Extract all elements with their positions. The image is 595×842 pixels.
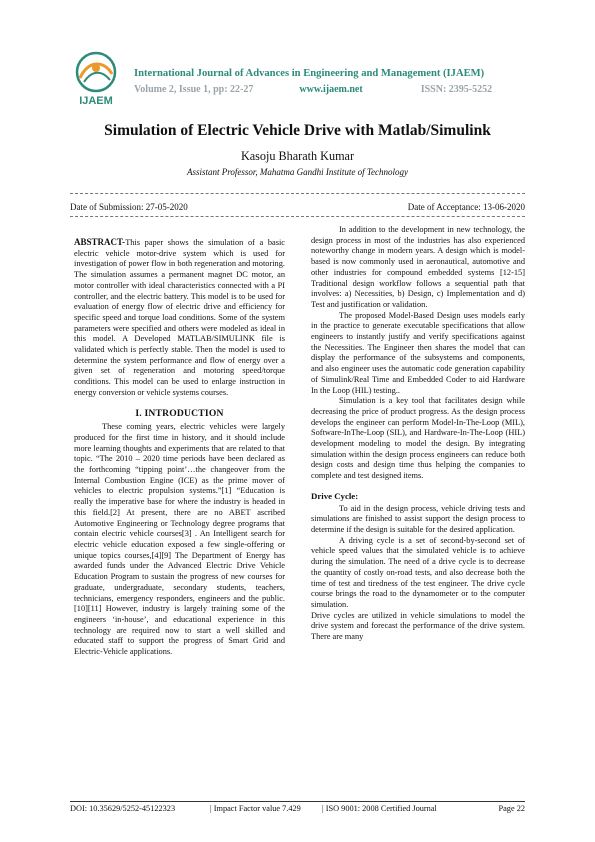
journal-volume: Volume 2, Issue 1, pp: 22-27 xyxy=(134,84,254,95)
submission-date: Date of Submission: 27-05-2020 xyxy=(70,202,188,212)
footer-iso: | ISO 9001: 2008 Certified Journal xyxy=(322,804,437,813)
journal-logo xyxy=(66,50,126,108)
author-affiliation: Assistant Professor, Mahatma Gandhi Institute of Technology xyxy=(186,167,409,177)
subheading-drive-cycle: Drive Cycle: xyxy=(311,490,359,501)
paragraph-4: To aid in the design process, vehicle driving tests and simulations are finished to assist support the design process to determine if the design is suitable for the desired application. xyxy=(311,503,525,534)
journal-website-link[interactable]: www.ijaem.net xyxy=(299,84,363,95)
paragraph-6: Drive cycles are utilized in vehicle simulations to model the drive system and forecast the performance of the drive system. There are many xyxy=(311,610,525,642)
paragraph-3: Simulation is a key tool that facilitates design while decreasing the price of product progress. As the design process develops the engineer can perform Model-In-The-Loop (MIL), Software-InThe-Loop (SIL), and Hardware-In-The-Loop (HIL) development modeling to model the design. By integrating simulation within the design process engineers can reduce both design costs and design time thus helping the companies to complete and test designed items. xyxy=(311,396,525,481)
introduction-text: These coming years, electric vehicles were largely produced for the first time in history, and it should include more learning thoughts and experiments that are related to that topic. “The 2010 – 2020 time periods have been declared as the forthcoming “tipping point’…the changeover from the Internal Combustion Engine (ICE) as the prime mover of vehicles to electric propulsion systems.”[1] “Education is really the imperative base for where the industry is headed in this field.[2] At present, there are no ABET ascribed Automotive Engineering or Technology degree programs that contain electric vehicle courses[3] . An Intelligent search for electric vehicle education exposed a few single-offering or unique topics courses,[4][9] The Department of Energy has awarded funds under the Advanced Electric Drive Vehicle Education Program to sustain the progress of new courses for graduate, undergraduate, secondary students, teachers, technicians, emergency responders, engineers and the public.[10][11] However, industry is largely training some of the engineers ‘in-house’, and educational experience in this technology are required now to start a well skilled and educated staff to support the progress of Smart Grid and Electric-Vehicle applications. xyxy=(74,422,285,657)
journal-issn: ISSN: 2395-5252 xyxy=(420,84,493,95)
paragraph-2: The proposed Model-Based Design uses models early in the practice to generate executable specifications that allow engineers to instantly justify and verify specifications against the Necessities. The Engineer then shares the model that can display the performance of the subsystems and components, and also engineer uses the automatic code generation capability of Simulink/Real Time and Embedded Coder to aid Hardware In the Loop (HIL) testing.. xyxy=(311,310,525,395)
journal-title: International Journal of Advances in Engineering and Management (IJAEM) xyxy=(134,68,485,79)
acceptance-date: Date of Acceptance: 13-06-2020 xyxy=(407,202,525,212)
abstract-label: ABSTRACT- xyxy=(74,237,126,247)
paragraph-1: In addition to the development in new technology, the design process in most of the industries has also experienced noteworthy change in modern years. A design which is model-based is now commonly used in aeronautical, automotive and other industries for compound embedded systems [12-15] Traditional design workflow follows a sequential path that involves: a) Necessities, b) Design, c) Implementation and d) Test and justification or validation. xyxy=(311,225,525,309)
abstract-text: This paper shows the simulation of a basic electric vehicle motor-drive system which is used for investigation of power flow in both regeneration and motoring. The simulation assumes a permanent magnet DC motor, an motor controller with ideal characteristics connected with a PI controller, and the electric battery. This model is to be used for evaluation of energy flow of electric drive and efficiency for specific speed and torque load conditions. Some of the system parameters were specified and others were modeled as ideal in this model. A Developed MATLAB/SIMULINK file is validated which is perfectly stable. Then the model is used to determine the system performance and flow of energy over a given set of regeneration and motoring speed/torque conditions. This model can be used to enlarge instruction in energy conversion or vehicle systems courses. xyxy=(74,238,285,397)
dashed-divider-bottom xyxy=(70,216,525,217)
section-heading-introduction: I. INTRODUCTION xyxy=(135,407,224,419)
footer-page-number: Page 22 xyxy=(498,804,525,813)
left-column xyxy=(74,225,285,658)
author-name: Kasoju Bharath Kumar xyxy=(240,149,355,163)
right-column xyxy=(311,225,525,643)
footer-divider xyxy=(70,801,525,802)
paragraph-5: A driving cycle is a set of second-by-second set of vehicle speed values that the simulated vehicle is to achieve during the simulation. The need of a drive cycle is to decrease the quantity of costly on-road tests, and also decrease both the time of test and tiredness of the test engineer. The drive cycle course brings the road to the dynamometer or to the computer simulation. xyxy=(311,535,525,609)
dashed-divider-top xyxy=(70,193,525,194)
paper-title: Simulation of Electric Vehicle Drive with Matlab/Simulink xyxy=(104,122,491,139)
footer-doi: DOI: 10.35629/5252-45122323 xyxy=(70,804,176,813)
footer-impact-factor: | Impact Factor value 7.429 xyxy=(210,804,301,813)
abstract xyxy=(74,237,285,399)
journal-meta xyxy=(134,84,554,95)
logo-text: IJAEM xyxy=(79,95,113,107)
